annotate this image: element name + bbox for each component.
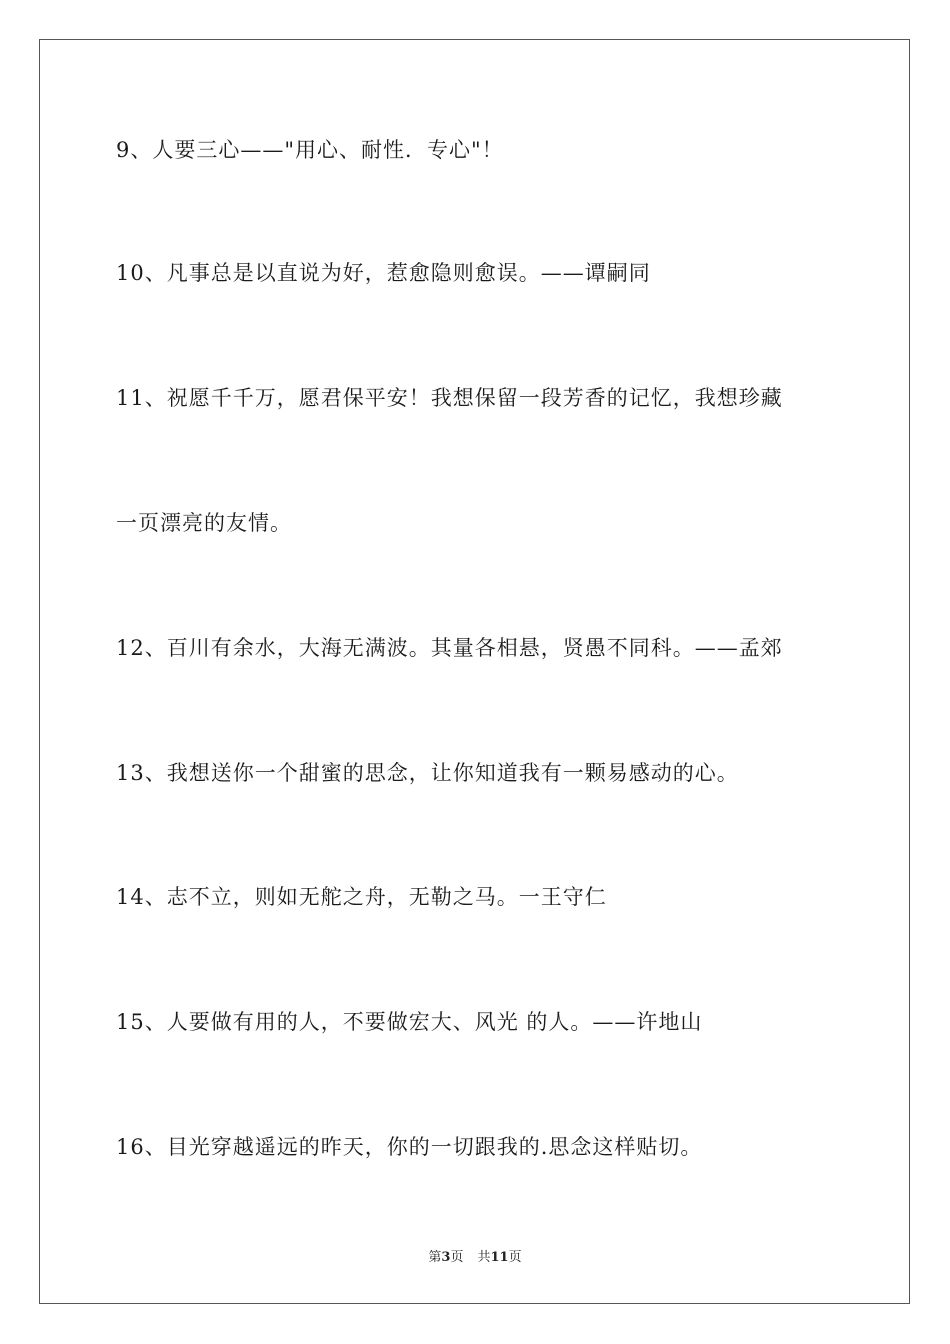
- quote-line-9: 9、人要三心——"用心、耐性．专心"！: [116, 138, 504, 162]
- footer-page-number: 3: [441, 1250, 451, 1265]
- page-footer: [0, 1246, 950, 1265]
- page-border: [39, 39, 910, 1304]
- quote-line-15: 15、人要做有用的人，不要做宏大、风光 的人。——许地山: [116, 1010, 703, 1034]
- quote-line-13: 13、我想送你一个甜蜜的思念，让你知道我有一颗易感动的心。: [116, 761, 739, 785]
- quote-line-10: 10、凡事总是以直说为好，惹愈隐则愈误。——谭嗣同: [116, 261, 651, 285]
- footer-total-suffix: 页: [508, 1250, 522, 1265]
- footer-page-suffix: 页: [450, 1250, 464, 1265]
- quote-line-16: 16、目光穿越遥远的昨天，你的一切跟我的.思念这样贴切。: [116, 1135, 703, 1159]
- footer-total-prefix: 共: [477, 1250, 491, 1265]
- quote-line-11: 11、祝愿千千万，愿君保平安！我想保留一段芳香的记忆，我想珍藏: [116, 386, 783, 410]
- quote-line-11-continued: 一页漂亮的友情。: [116, 511, 292, 535]
- footer-total-pages: 11: [490, 1250, 509, 1265]
- footer-page-prefix: 第: [428, 1250, 442, 1265]
- quote-line-14: 14、志不立，则如无舵之舟，无勒之马。一王守仁: [116, 885, 607, 909]
- quote-line-12: 12、百川有余水，大海无满波。其量各相悬，贤愚不同科。——孟郊: [116, 636, 783, 660]
